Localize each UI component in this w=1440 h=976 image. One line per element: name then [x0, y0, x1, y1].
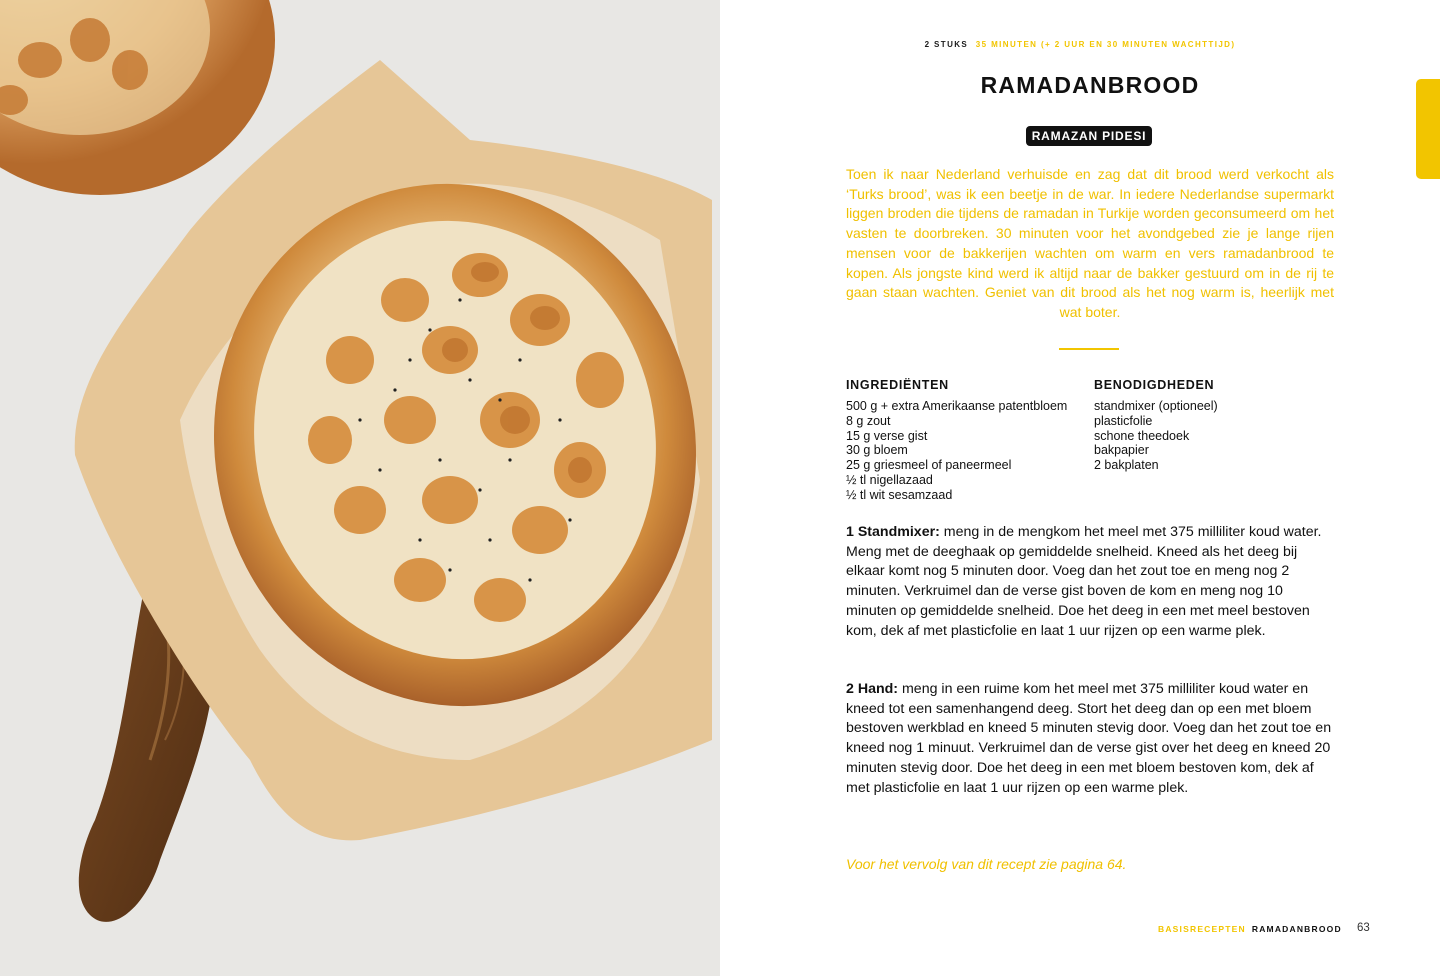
- ingredient-item: 30 g bloem: [846, 443, 908, 458]
- ingredient-item: 500 g + extra Amerikaanse patentbloem: [846, 399, 1068, 413]
- ingredients-heading: INGREDIËNTEN: [846, 378, 949, 392]
- step-text: meng in een ruime kom het meel met 375 milliliter koud water en kneed tot een samenhangend deeg. Stort het deeg dan op een met bloem bestoven werkblad en kneed 5 minuten stevig door. Voeg dan het zout toe en kneed nog 1 minuut. Verkruimel dan de verse gist over het deeg en kneed 20 minuten stevig door. Doe het deeg in een met bloem bestoven kom, dek af met plasticfolie en laat 1 uur rijzen op een warme plek.: [846, 681, 1332, 796]
- recipe-subtitle-badge: RAMAZAN PIDESI: [1026, 126, 1152, 146]
- ingredient-item: ½ tl wit sesamzaad: [846, 487, 953, 502]
- ingredient-item: 25 g griesmeel of paneermeel: [846, 458, 1012, 473]
- continuation-note: Voor het vervolg van dit recept zie pagina 64.: [846, 856, 1127, 872]
- chapter-tab-marker: [1416, 79, 1440, 179]
- prep-time: 35 MINUTEN (+ 2 UUR EN 30 MINUTEN WACHTTIJD): [975, 40, 1236, 49]
- recipe-page: [720, 0, 1440, 976]
- ingredient-item: 8 g zout: [846, 413, 891, 428]
- footer-chapter: RAMADANBROOD: [1251, 924, 1342, 934]
- equipment-item: plasticfolie: [1094, 413, 1153, 428]
- equipment-list: [1094, 399, 1218, 473]
- recipe-step-2: [846, 680, 1336, 798]
- servings: 2 STUKS: [924, 40, 969, 49]
- running-footer: [1158, 924, 1342, 934]
- recipe-meta: [720, 40, 1440, 49]
- footer-section: BASISRECEPTEN: [1158, 924, 1246, 934]
- ingredient-item: 15 g verse gist: [846, 428, 928, 443]
- recipe-step-1: [846, 523, 1336, 641]
- equipment-item: standmixer (optioneel): [1094, 399, 1218, 413]
- equipment-heading: BENODIGDHEDEN: [1094, 378, 1215, 392]
- recipe-intro: Toen ik naar Nederland verhuisde en zag dat dit brood werd verkocht als ‘Turks brood’, was ik een beetje in de war. In iedere Nederlandse supermarkt liggen broden die tijdens de ramadan in Turkije worden geconsumeerd om het vasten te doorbreken. 30 minuten voor het avondgebed zie je lange rijen mensen voor de bakkerijen wachten om warm en vers ramadanbrood te kopen. Als jongste kind werd ik altijd naar de bakker gestuurd om in de rij te gaan staan wachten. Geniet van dit brood als het nog warm is, heerlijk met wat boter.: [846, 166, 1334, 320]
- ingredients-list: [846, 399, 1067, 503]
- equipment-item: 2 bakplaten: [1094, 458, 1159, 473]
- page-number: 63: [1357, 922, 1370, 934]
- step-label: 2 Hand:: [846, 681, 899, 697]
- recipe-title: RAMADANBROOD: [980, 72, 1200, 98]
- section-divider: [1059, 348, 1119, 350]
- step-label: 1 Standmixer:: [846, 524, 940, 540]
- step-text: meng in de mengkom het meel met 375 milliliter koud water. Meng met de deeghaak op gemiddelde snelheid. Kneed als het deeg bij elkaar komt nog 5 minuten door. Voeg dan het zout toe en meng nog 2 minuten. Verkruimel dan de verse gist boven de kom en meng nog 10 minuten op gemiddelde snelheid. Doe het deeg in een met meel bestoven kom, dek af met plasticfolie en laat 1 uur rijzen op een warme plek.: [846, 524, 1322, 639]
- equipment-item: schone theedoek: [1094, 428, 1190, 443]
- equipment-item: bakpapier: [1094, 443, 1149, 458]
- ingredient-item: ½ tl nigellazaad: [846, 472, 933, 487]
